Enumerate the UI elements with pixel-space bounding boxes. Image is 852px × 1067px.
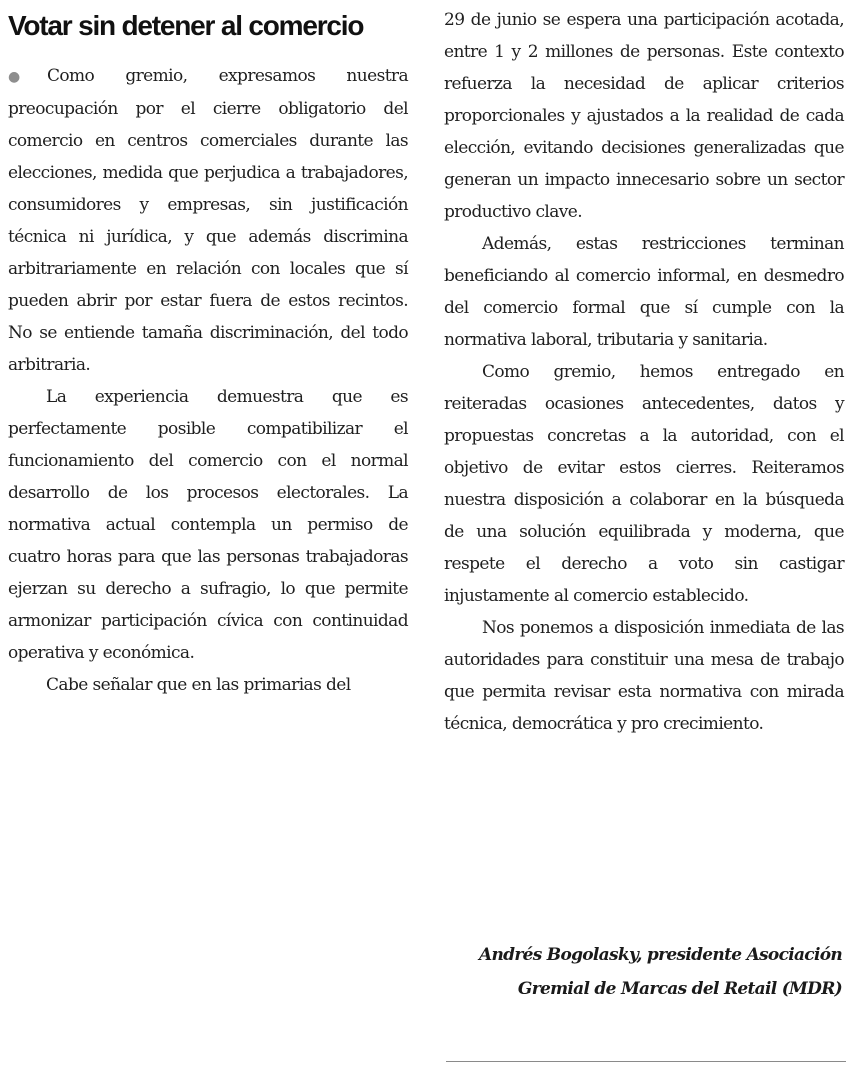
paragraph: Nos ponemos a disposición inmediata de las autoridades para constituir una mesa de trabajo que permita revisar esta normativa con mirada técnica, democrática y pro crecimiento. — [444, 618, 844, 734]
paragraph: 29 de junio se espera una participación acotada, entre 1 y 2 millones de personas. Este contexto refuerza la necesidad de aplicar criterios proporcionales y ajustados a la realidad de cada elección, evitando decisiones generalizadas que generan un impacto innecesario sobre un sector productivo clave. — [444, 10, 844, 222]
paragraph — [8, 60, 408, 381]
paragraph: La experiencia demuestra que es perfectamente posible compatibilizar el funcionamiento del comercio con el normal desarrollo de los procesos electorales. La normativa actual contempla un permiso de cuatro horas para que las personas trabajadoras ejerzan su derecho a sufragio, lo que permite armonizar participación cívica con continuidad operativa y económica. — [8, 387, 408, 663]
bullet-icon: ● — [8, 69, 46, 85]
author-signature: Andrés Bogolasky, presidente Asociación Gremial de Marcas del Retail (MDR) — [478, 945, 842, 999]
right-column — [444, 4, 844, 740]
paragraph-text: Como gremio, expresamos nuestra preocupación por el cierre obligatorio del comercio en centros comerciales durante las elecciones, medida que perjudica a trabajadores, consumidores y empresas, sin justificación técnica ni jurídica, y que además discrimina arbitrariamente en relación con locales que sí pueden abrir por estar fuera de estos recintos. No se entiende tamaña discriminación, del todo arbitraria. — [8, 66, 408, 375]
paragraph: Además, estas restricciones terminan beneficiando al comercio informal, en desmedro del comercio formal que sí cumple con la normativa laboral, tributaria y sanitaria. — [444, 234, 844, 350]
article-headline: Votar sin detener al comercio — [8, 10, 364, 41]
divider-line — [446, 1061, 846, 1062]
paragraph: Cabe señalar que en las primarias del — [46, 675, 351, 695]
paragraph: Como gremio, hemos entregado en reiteradas ocasiones antecedentes, datos y propuestas concretas a la autoridad, con el objetivo de evitar estos cierres. Reiteramos nuestra disposición a colaborar en la búsqueda de una solución equilibrada y moderna, que respete el derecho a voto sin castigar injustamente al comercio establecido. — [444, 362, 844, 606]
left-column — [8, 60, 408, 701]
